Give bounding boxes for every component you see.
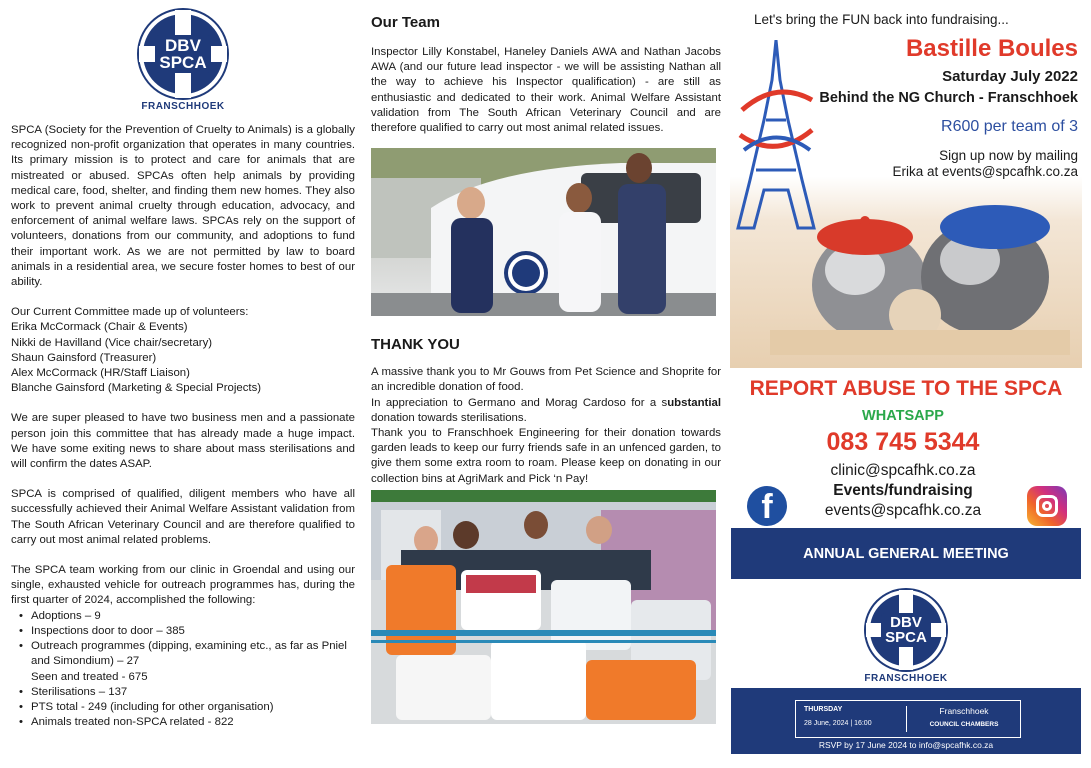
facebook-icon[interactable]: f	[747, 486, 787, 526]
team-photo-illustration	[371, 148, 716, 316]
logo-line1: DBV	[890, 614, 922, 631]
team-photo	[371, 148, 716, 316]
thanks-paragraph-1: A massive thank you to Mr Gouws from Pet Science and Shoprite for an incredible donation of food.	[371, 366, 721, 394]
signup-line-2: Erika at events@spcafhk.co.za	[892, 164, 1078, 179]
committee-heading: Our Current Committee made up of volunteers:	[11, 306, 249, 319]
logo-sub: FRANSCHHOEK	[141, 101, 225, 112]
events-email[interactable]: events@spcafhk.co.za	[824, 502, 982, 519]
thanks-paragraph-3: Thank you to Franschhoek Engineering for their donation towards garden leads to keep our furry friends safe in an unfenced garden, to give them some extra room to roam. Please keep on donating in our collection bins at AgriMark and Pick ‘n Pay!	[371, 427, 721, 485]
whatsapp-label: WHATSAPP	[862, 408, 944, 424]
agm-info-box	[795, 700, 1021, 738]
agm-rsvp: RSVP by 17 June 2024 to info@spcafhk.co.za	[818, 740, 994, 750]
thanks-paragraph-2: In appreciation to Germano and Morag Cardoso for a substantial donation towards sterilisations.	[371, 396, 721, 424]
donation-photo-illustration	[371, 490, 716, 724]
stat-item: • Adoptions – 9	[19, 609, 101, 622]
stat-item: • Inspections door to door – 385	[19, 624, 185, 637]
logo-line1: DBV	[165, 36, 201, 55]
events-label: Events/fundraising	[833, 482, 973, 499]
event-tagline: Let's bring the FUN back into fundraising...	[754, 12, 1009, 27]
logo-line2: SPCA	[159, 53, 207, 72]
intro-paragraph: SPCA (Society for the Prevention of Cruelty to Animals) is a globally recognized non-profit organization that operates in many countries. Its primary mission is to protect and care for animals that are mistreated or abused. SPCAs often help animals by providing medical care, food, shelter, and finding them new homes. They also work to prevent animal cruelty through education, advocacy, and enforcement of animal welfare laws. SPCAs rely on the support of volunteers, donations from our community, and adoptions to fund their important work. As we are not permitted by law to board animals in a residential area, we secure foster homes to best of our ability.	[11, 124, 355, 289]
stat-item: • Animals treated non-SPCA related - 822	[19, 716, 234, 729]
committee-member: Erika McCormack (Chair & Events)	[11, 321, 188, 334]
logo-line2: SPCA	[885, 629, 927, 646]
team-title: Our Team	[371, 14, 440, 31]
clinic-email[interactable]: clinic@spcafhk.co.za	[830, 462, 976, 479]
boules-illustration	[770, 205, 1070, 355]
phone-number[interactable]: 083 745 5344	[826, 428, 980, 456]
stat-item: Seen and treated - 675	[31, 670, 148, 683]
left-column	[0, 0, 366, 768]
event-title: Bastille Boules	[905, 35, 1078, 62]
logo-sub: FRANSCHHOEK	[864, 673, 948, 684]
middle-column	[366, 0, 726, 768]
event-venue: Behind the NG Church - Franschhoek	[819, 90, 1078, 106]
stat-item: • Outreach programmes (dipping, examining etc., as far as Pniel and Simondium) – 27	[19, 640, 347, 668]
instagram-icon[interactable]	[1027, 486, 1067, 526]
eiffel-tower-icon	[736, 40, 816, 230]
thanks-title: THANK YOU	[371, 336, 460, 354]
stat-item: • PTS total - 249 (including for other organisation)	[19, 700, 274, 713]
report-title: REPORT ABUSE TO THE SPCA	[749, 377, 1063, 400]
agm-place: COUNCIL CHAMBERS	[929, 721, 999, 728]
team-intro-paragraph: The SPCA team working from our clinic in Groendal and using our single, exhausted vehicle for outreach programmes has, during the first quarter of 2024, accomplished the following:	[11, 564, 355, 607]
news-paragraph: We are super pleased to have two business men and a passionate person join this committee that has already made a huge impact. We have some exiting news to share about mass sterilisations and will confirm the dates ASAP.	[11, 412, 355, 471]
agm-divider	[906, 706, 907, 732]
agm-details	[731, 688, 1081, 754]
event-price: R600 per team of 3	[941, 118, 1078, 135]
spca-logo-top	[11, 10, 355, 112]
right-column	[730, 0, 1091, 768]
stats-list	[19, 609, 355, 731]
agm-bar	[731, 528, 1081, 579]
committee-block	[11, 305, 355, 396]
donation-photo	[371, 490, 716, 724]
stat-item: • Sterilisations – 137	[19, 685, 128, 698]
agm-town: Franschhoek	[939, 706, 989, 716]
committee-member: Alex McCormack (HR/Staff Liaison)	[11, 367, 190, 380]
spca-logo-bottom	[856, 590, 956, 684]
committee-member: Nikki de Havilland (Vice chair/secretary)	[11, 336, 213, 349]
agm-datetime: 28 June, 2024 | 16:00	[804, 720, 872, 727]
agm-day: THURSDAY	[804, 706, 843, 713]
event-date: Saturday July 2022	[942, 68, 1078, 85]
committee-member: Blanche Gainsford (Marketing & Special Projects)	[11, 382, 262, 395]
committee-member: Shaun Gainsford (Treasurer)	[11, 351, 157, 364]
team-paragraph: Inspector Lilly Konstabel, Haneley Daniels AWA and Nathan Jacobs AWA (and our future lead inspector - we will be assisting Nathan all the way to achieve his Inspector qualification) - are still as enthusiastic and dedicated to their work. Animal Welfare Assistant validation from The South African Veterinary Council and are therefore qualified to carry out most animal related issues.	[371, 46, 721, 135]
qualified-paragraph: SPCA is comprised of qualified, diligent members who have all successfully achieved their Animal Welfare Assistant validation from The South African Veterinary Council and are therefore qualified to carry out most animal related problems.	[11, 488, 355, 546]
agm-title: ANNUAL GENERAL MEETING	[803, 545, 1009, 562]
boules-panel	[730, 0, 1082, 368]
signup-line-1: Sign up now by mailing	[939, 148, 1078, 163]
